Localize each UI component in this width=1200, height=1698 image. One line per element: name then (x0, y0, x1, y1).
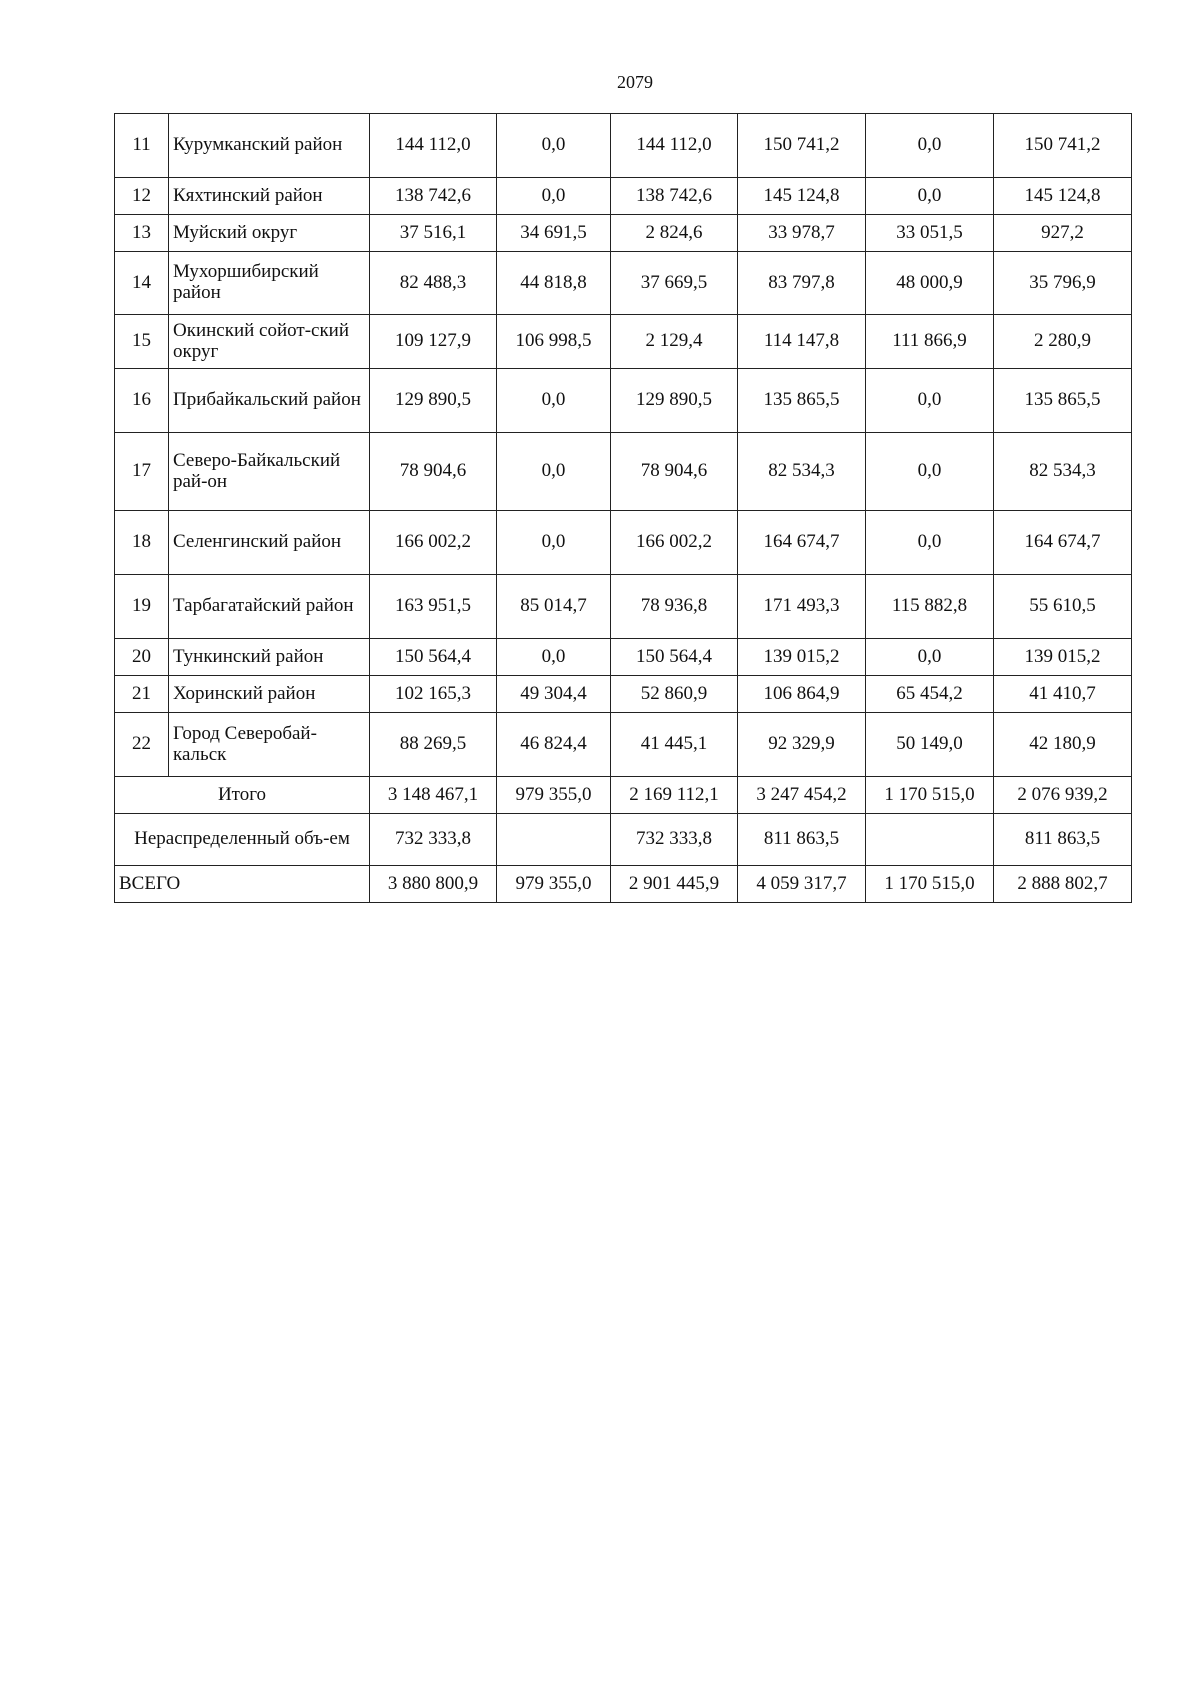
value-cell: 3 148 467,1 (370, 777, 497, 814)
value-cell: 135 865,5 (738, 369, 866, 433)
value-cell: 2 824,6 (611, 215, 738, 252)
district-name: Тункинский район (169, 639, 370, 676)
value-cell: 44 818,8 (497, 252, 611, 315)
value-cell: 0,0 (497, 114, 611, 178)
row-number: 18 (115, 511, 169, 575)
row-number: 22 (115, 713, 169, 777)
value-cell: 0,0 (497, 639, 611, 676)
value-cell: 37 516,1 (370, 215, 497, 252)
table-row (115, 315, 1132, 369)
value-cell: 78 936,8 (611, 575, 738, 639)
value-cell: 2 129,4 (611, 315, 738, 369)
district-name: Тарбагатайский район (169, 575, 370, 639)
row-number: 13 (115, 215, 169, 252)
value-cell: 65 454,2 (866, 676, 994, 713)
page-number: 2079 (617, 72, 653, 92)
value-cell: 0,0 (866, 178, 994, 215)
value-cell: 139 015,2 (994, 639, 1132, 676)
row-number: 11 (115, 114, 169, 178)
table-row (115, 511, 1132, 575)
value-cell: 46 824,4 (497, 713, 611, 777)
value-cell: 0,0 (866, 511, 994, 575)
district-name: Окинский сойот-ский округ (169, 315, 370, 369)
value-cell: 37 669,5 (611, 252, 738, 315)
value-cell: 171 493,3 (738, 575, 866, 639)
row-number: 20 (115, 639, 169, 676)
summary-row-unallocated (115, 814, 1132, 866)
value-cell: 35 796,9 (994, 252, 1132, 315)
value-cell: 33 051,5 (866, 215, 994, 252)
district-name: Селенгинский район (169, 511, 370, 575)
district-name: Муйский округ (169, 215, 370, 252)
value-cell: 150 564,4 (370, 639, 497, 676)
value-cell: 0,0 (866, 369, 994, 433)
value-cell (497, 814, 611, 866)
table-row (115, 114, 1132, 178)
value-cell: 135 865,5 (994, 369, 1132, 433)
table-row (115, 369, 1132, 433)
summary-row-total (115, 866, 1132, 903)
value-cell: 3 247 454,2 (738, 777, 866, 814)
table-row (115, 178, 1132, 215)
value-cell: 50 149,0 (866, 713, 994, 777)
value-cell: 2 888 802,7 (994, 866, 1132, 903)
value-cell: 115 882,8 (866, 575, 994, 639)
value-cell: 732 333,8 (370, 814, 497, 866)
value-cell: 106 864,9 (738, 676, 866, 713)
value-cell: 0,0 (497, 369, 611, 433)
value-cell (866, 814, 994, 866)
value-cell: 164 674,7 (738, 511, 866, 575)
value-cell: 144 112,0 (611, 114, 738, 178)
summary-label: ВСЕГО (115, 866, 370, 903)
row-number: 15 (115, 315, 169, 369)
value-cell: 145 124,8 (994, 178, 1132, 215)
value-cell: 0,0 (866, 433, 994, 511)
value-cell: 82 534,3 (738, 433, 866, 511)
value-cell: 111 866,9 (866, 315, 994, 369)
district-name: Прибайкальский район (169, 369, 370, 433)
value-cell: 55 610,5 (994, 575, 1132, 639)
table-row (115, 252, 1132, 315)
value-cell: 166 002,2 (370, 511, 497, 575)
value-cell: 1 170 515,0 (866, 777, 994, 814)
value-cell: 78 904,6 (611, 433, 738, 511)
table-row (115, 433, 1132, 511)
row-number: 19 (115, 575, 169, 639)
value-cell: 114 147,8 (738, 315, 866, 369)
value-cell: 85 014,7 (497, 575, 611, 639)
district-name: Мухоршибирский район (169, 252, 370, 315)
value-cell: 139 015,2 (738, 639, 866, 676)
value-cell: 811 863,5 (738, 814, 866, 866)
value-cell: 34 691,5 (497, 215, 611, 252)
value-cell: 109 127,9 (370, 315, 497, 369)
value-cell: 0,0 (866, 114, 994, 178)
value-cell: 4 059 317,7 (738, 866, 866, 903)
value-cell: 41 445,1 (611, 713, 738, 777)
value-cell: 144 112,0 (370, 114, 497, 178)
value-cell: 82 488,3 (370, 252, 497, 315)
district-name: Курумканский район (169, 114, 370, 178)
value-cell: 41 410,7 (994, 676, 1132, 713)
value-cell: 78 904,6 (370, 433, 497, 511)
value-cell: 0,0 (497, 511, 611, 575)
value-cell: 92 329,9 (738, 713, 866, 777)
row-number: 14 (115, 252, 169, 315)
district-name: Хоринский район (169, 676, 370, 713)
summary-row-itogo (115, 777, 1132, 814)
value-cell: 150 741,2 (994, 114, 1132, 178)
table-row (115, 713, 1132, 777)
value-cell: 129 890,5 (370, 369, 497, 433)
value-cell: 163 951,5 (370, 575, 497, 639)
value-cell: 88 269,5 (370, 713, 497, 777)
value-cell: 2 280,9 (994, 315, 1132, 369)
value-cell: 164 674,7 (994, 511, 1132, 575)
row-number: 16 (115, 369, 169, 433)
value-cell: 0,0 (866, 639, 994, 676)
value-cell: 129 890,5 (611, 369, 738, 433)
table-row (115, 639, 1132, 676)
value-cell: 0,0 (497, 433, 611, 511)
value-cell: 106 998,5 (497, 315, 611, 369)
value-cell: 927,2 (994, 215, 1132, 252)
value-cell: 2 901 445,9 (611, 866, 738, 903)
value-cell: 2 169 112,1 (611, 777, 738, 814)
value-cell: 811 863,5 (994, 814, 1132, 866)
value-cell: 979 355,0 (497, 866, 611, 903)
row-number: 21 (115, 676, 169, 713)
value-cell: 166 002,2 (611, 511, 738, 575)
value-cell: 979 355,0 (497, 777, 611, 814)
row-number: 17 (115, 433, 169, 511)
district-name: Город Северобай-кальск (169, 713, 370, 777)
value-cell: 2 076 939,2 (994, 777, 1132, 814)
value-cell: 52 860,9 (611, 676, 738, 713)
value-cell: 82 534,3 (994, 433, 1132, 511)
value-cell: 138 742,6 (370, 178, 497, 215)
table-row (115, 676, 1132, 713)
value-cell: 3 880 800,9 (370, 866, 497, 903)
value-cell: 102 165,3 (370, 676, 497, 713)
value-cell: 145 124,8 (738, 178, 866, 215)
value-cell: 33 978,7 (738, 215, 866, 252)
district-name: Кяхтинский район (169, 178, 370, 215)
row-number: 12 (115, 178, 169, 215)
value-cell: 42 180,9 (994, 713, 1132, 777)
value-cell: 732 333,8 (611, 814, 738, 866)
value-cell: 138 742,6 (611, 178, 738, 215)
allocation-table (114, 113, 1132, 903)
value-cell: 49 304,4 (497, 676, 611, 713)
value-cell: 1 170 515,0 (866, 866, 994, 903)
value-cell: 83 797,8 (738, 252, 866, 315)
table-row (115, 575, 1132, 639)
district-name: Северо-Байкальский рай-он (169, 433, 370, 511)
value-cell: 150 741,2 (738, 114, 866, 178)
value-cell: 48 000,9 (866, 252, 994, 315)
summary-label: Итого (115, 777, 370, 814)
table-row (115, 215, 1132, 252)
summary-label: Нераспределенный объ-ем (115, 814, 370, 866)
value-cell: 0,0 (497, 178, 611, 215)
value-cell: 150 564,4 (611, 639, 738, 676)
